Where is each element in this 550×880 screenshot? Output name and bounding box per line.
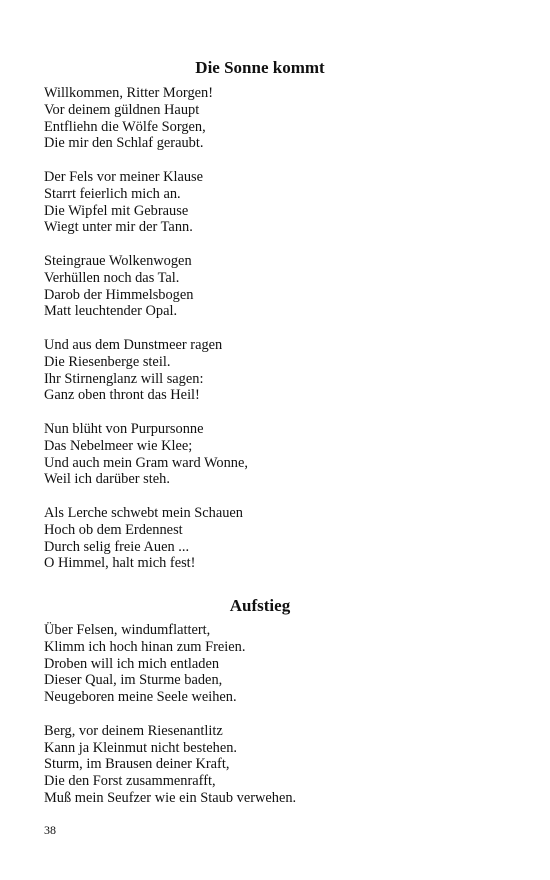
verse-line: Neugeboren meine Seele weihen. <box>44 689 237 706</box>
verse-line: Sturm, im Brausen deiner Kraft, <box>44 756 230 773</box>
verse-line: Matt leuchtender Opal. <box>44 303 178 320</box>
stanza <box>44 723 296 807</box>
verse-line: Ihr Stirnenglanz will sagen: <box>44 370 204 387</box>
verse-line: Steingraue Wolkenwogen <box>44 252 192 269</box>
verse-line: Die Riesenberge steil. <box>44 353 171 370</box>
verse-line: Berg, vor deinem Riesenantlitz <box>44 722 223 739</box>
verse-line: Dieser Qual, im Sturme baden, <box>44 672 223 689</box>
page-number: 38 <box>44 823 56 837</box>
verse-line: Die den Forst zusammenrafft, <box>44 773 216 790</box>
stanza <box>44 253 248 320</box>
verse-line: Durch selig freie Auen ... <box>44 538 190 555</box>
verse-line: Ganz oben thront das Heil! <box>44 387 200 404</box>
stanza <box>44 337 248 404</box>
verse-line: Muß mein Seufzer wie ein Staub verwehen. <box>44 789 297 806</box>
verse-line: Die Wipfel mit Gebrause <box>44 202 189 219</box>
verse-line: Droben will ich mich entladen <box>44 655 220 672</box>
verse-line: Entfliehn die Wölfe Sorgen, <box>44 118 206 135</box>
stanza <box>44 421 248 488</box>
poem-title: Die Sonne kommt <box>195 58 325 77</box>
verse-line: Starrt feierlich mich an. <box>44 185 181 202</box>
verse-line: Wiegt unter mir der Tann. <box>44 219 193 236</box>
verse-line: Willkommen, Ritter Morgen! <box>44 85 214 101</box>
stanza <box>44 169 248 236</box>
verse-line: Kann ja Kleinmut nicht bestehen. <box>44 739 238 756</box>
verse-line: Das Nebelmeer wie Klee; <box>44 437 193 454</box>
verse-line: Verhüllen noch das Tal. <box>44 269 180 286</box>
verse-line: Und aus dem Dunstmeer ragen <box>44 336 223 353</box>
poem-body <box>44 622 296 807</box>
verse-line: O Himmel, halt mich fest! <box>44 555 196 572</box>
verse-line: Hoch ob dem Erdennest <box>44 521 183 538</box>
stanza <box>44 622 296 706</box>
stanza <box>44 505 248 572</box>
poem-body <box>44 85 248 572</box>
verse-line: Der Fels vor meiner Klause <box>44 168 204 185</box>
verse-line: Und auch mein Gram ward Wonne, <box>44 454 248 471</box>
verse-line: Nun blüht von Purpursonne <box>44 420 204 437</box>
verse-line: Als Lerche schwebt mein Schauen <box>44 504 244 521</box>
verse-line: Über Felsen, windumflattert, <box>44 622 211 638</box>
verse-line: Vor deinem güldnen Haupt <box>44 101 200 118</box>
verse-line: Klimm ich hoch hinan zum Freien. <box>44 638 246 655</box>
poem-title: Aufstieg <box>229 596 291 615</box>
verse-line: Die mir den Schlaf geraubt. <box>44 135 204 152</box>
stanza <box>44 85 248 152</box>
verse-line: Weil ich darüber steh. <box>44 471 170 488</box>
verse-line: Darob der Himmelsbogen <box>44 286 194 303</box>
